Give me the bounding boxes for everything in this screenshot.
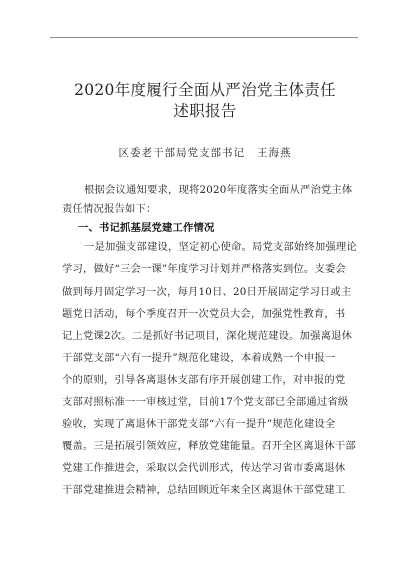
- body-line: 验收，实现了离退休干部党支部“六有一提升”规范化建设全: [62, 418, 336, 430]
- body-line: 学习，做好“三会一课”年度学习计划并严格落实到位。支委会: [62, 263, 346, 275]
- document-title-line-1: 2020年度履行全面从严治党主体责任: [74, 81, 336, 99]
- body-line: 覆盖。三是拓展引领效应，释放党建能量。召开全区离退休干部: [62, 440, 356, 452]
- intro-line: 责任情况报告如下：: [62, 203, 157, 215]
- body-line: 个的原则，引导各离退休支部有序开展创建工作，对申报的党: [62, 374, 346, 386]
- intro-line: 根据会议通知要求，现将2020年度落实全面从严治党主体: [84, 184, 353, 196]
- body-line: 党建工作推进会，采取以会代训形式，传达学习省市委离退休: [62, 462, 346, 474]
- author-org: 区委老干部局党支部书记: [118, 147, 245, 159]
- body-line: 支部对照标准一一审核过堂，目前17个党支部已全部通过省级: [62, 396, 349, 408]
- body-line: 记上党课2次。二是抓好书记项目，深化规范建设。加强离退休: [62, 330, 353, 342]
- body-line: 题党日活动，每个季度召开一次党员大会，加强党性教育，书: [62, 308, 346, 320]
- body-line: 干部党建推进会精神，总结回顾近年来全区离退休干部党建工: [62, 484, 346, 496]
- header-rule: [50, 37, 358, 38]
- body-line: 一是加强支部建设，坚定初心使命。局党支部始终加强理论: [84, 241, 357, 253]
- author-signature: [0, 145, 410, 160]
- section-heading: 一、书记抓基层党建工作情况: [78, 222, 215, 234]
- document-title-line-2: 述职报告: [173, 102, 237, 120]
- author-name: 王海燕: [257, 147, 292, 159]
- body-line: 做到每月固定学习一次，每月10日、20日开展固定学习日或主: [62, 286, 352, 298]
- body-line: 干部党支部“六有一提升”规范化建设，本着成熟一个申报一: [62, 352, 336, 364]
